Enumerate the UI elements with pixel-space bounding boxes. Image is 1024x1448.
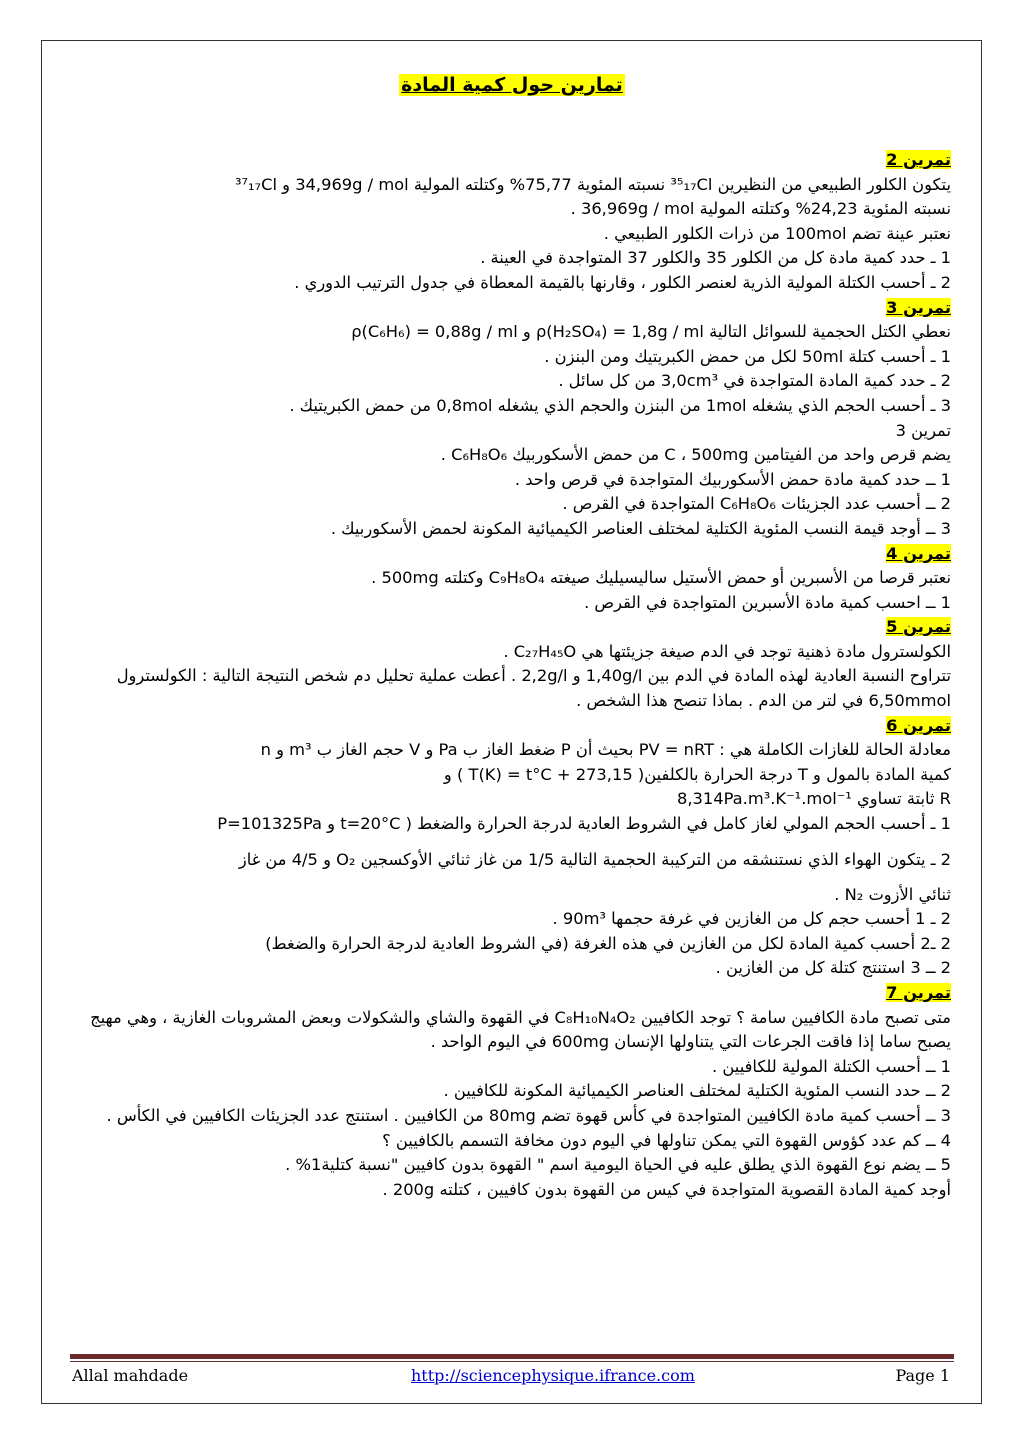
footer-divider-thin [70,1361,954,1362]
text-line: 2 ـ يتكون الهواء الذي نستنشقه من التركيبة الحجمية التالية 1/5 من غاز ثنائي الأوكسجين O₂ و 4/5 من غاز [238,849,951,869]
exercise-heading: تمرين 7 [886,983,951,1002]
text-line: متى تصبح مادة الكافيين سامة ؟ توجد الكافيين C₈H₁₀N₄O₂ في القهوة والشاي والشكولات وبعض المشروبات الغازية ، وهي مهيج يصبح ساما إذا فاقت الجرعات التي يتناولها الإنسان 600mg في اليوم الواحد . [90,1007,951,1052]
text-line: 3 ــ أحسب كمية مادة الكافيين المتواجدة في كأس قهوة تضم 80mg من الكافيين . استنتج عدد الجزيئات الكافيين في الكأس . [106,1105,951,1125]
text-line: 2 ــ أحسب عدد الجزيئات C₆H₈O₆ المتواجدة في القرص . [562,494,951,514]
text-line: أوجد كمية المادة القصوية المتواجدة في كيس من القهوة بدون كافيين ، كتلته 200g . [382,1179,951,1199]
exercise-heading: تمرين 6 [886,715,951,735]
text-line: 2 ــ 3 استنتج كتلة كل من الغازين . [715,958,951,978]
text-line: R ثابتة تساوي 8,314Pa.m³.K⁻¹.mol⁻¹ [676,789,951,809]
exercise-heading: تمرين 2 [886,150,951,169]
text-line: يتكون الكلور الطبيعي من النظيرين ³⁵₁₇Cl نسبته المئوية 75,77% وكتلته المولية 34,969g / mol و ³⁷₁₇Cl [234,174,951,194]
page-title: تمارين حول كمية المادة [401,74,623,96]
text-line: 1 ـ أحسب الحجم المولي لغاز كامل في الشروط العادية لدرجة الحرارة والضغط ( t=20°C و P=101325Pa [217,814,951,834]
exercise-heading: تمرين 4 [886,543,951,563]
text-line: 2 ـ حدد كمية المادة المتواجدة في 3,0cm³ من كل سائل . [558,371,951,391]
text-line: 1 ــ حدد كمية مادة حمض الأسكوربيك المتواجدة في قرص واحد . [514,469,951,489]
text-line: 2 ـ أحسب الكتلة المولية الذرية لعنصر الكلور ، وقارنها بالقيمة المعطاة في جدول الترتيب الدوري . [294,272,951,292]
text-line: 4 ــ كم عدد كؤوس القهوة التي يمكن تناولها في اليوم دون مخافة التسمم بالكافيين ؟ [382,1130,951,1150]
text-line: 1 ــ أحسب الكتلة المولية للكافيين . [712,1056,951,1076]
text-line: نسبته المئوية 24,23% وكتلته المولية 36,969g / mol . [570,199,951,219]
footer-link[interactable]: http://sciencephysique.ifrance.com [411,1366,695,1385]
text-line: 3 ـ أحسب الحجم الذي يشغله 1mol من البنزن والحجم الذي يشغله 0,8mol من حمض الكبريتيك . [289,395,951,415]
footer-divider [70,1354,954,1359]
text-line: يضم قرص واحد من الفيتامين C ، 500mg من حمض الأسكوربيك C₆H₈O₆ . [440,445,951,465]
text-line: ثنائي الأزوت N₂ . [834,884,951,904]
text-line: 1 ــ احسب كمية مادة الأسبرين المتواجدة في القرص . [584,592,951,612]
text-line: تتراوح النسبة العادية لهذه المادة في الدم بين 1,40g/l و 2,2g/l . أعطت عملية تحليل دم شخص النتيجة التالية : الكولسترول 6,50mmol في لتر من الدم . بماذا تنصح هذا الشخص . [116,666,951,711]
exercise-heading: تمرين 3 [886,297,951,317]
text-line: نعتبر عينة تضم 100mol من ذرات الكلور الطبيعي . [603,223,951,243]
text-line: نعتبر قرصا من الأسبرين أو حمض الأستيل ساليسيليك صيغته C₉H₈O₄ وكتلته 500mg . [371,568,951,588]
text-line: تمرين 3 [895,420,951,440]
text-line: 5 ــ يضم نوع القهوة الذي يطلق عليه في الحياة اليومية اسم " القهوة بدون كافيين "نسبة كتلية1% . [285,1155,951,1175]
text-line: 2 ـ 1 أحسب حجم كل من الغازين في غرفة حجمها 90m³ . [552,909,951,929]
text-line: 3 ــ أوجد قيمة النسب المئوية الكتلية لمختلف العناصر الكيميائية المكونة لحمض الأسكوربيك . [330,518,951,538]
footer-author: Allal mahdade [72,1366,189,1385]
text-line: 1 ـ أحسب كتلة 50ml لكل من حمض الكبريتيك ومن البنزن . [544,346,951,366]
text-line: 2 ـ2 أحسب كمية المادة لكل من الغازين في هذه الغرفة (في الشروط العادية لدرجة الحرارة والضغط) [265,933,951,953]
text-line: الكولسترول مادة ذهنية توجد في الدم صيغة جزيئتها هي C₂₇H₄₅O . [503,641,951,661]
text-line: نعطي الكتل الحجمية للسوائل التالية ρ(H₂SO₄) = 1,8g / ml و ρ(C₆H₆) = 0,88g / ml [351,322,951,342]
document-body [74,148,951,1202]
text-line: 1 ـ حدد كمية مادة كل من الكلور 35 والكلور 37 المتواجدة في العينة . [480,248,951,268]
text-line: معادلة الحالة للغازات الكاملة هي : PV = nRT بحيث أن P ضغط الغاز ب Pa و V حجم الغاز ب m³ و n [260,740,951,760]
footer-page-number: Page 1 [895,1366,950,1385]
text-line: 2 ــ حدد النسب المئوية الكتلية لمختلف العناصر الكيميائية المكونة للكافيين . [443,1081,951,1101]
exercise-heading: تمرين 5 [886,617,951,637]
text-line: كمية المادة بالمول و T درجة الحرارة بالكلفين( T(K) = t°C + 273,15 ) و [443,764,951,784]
